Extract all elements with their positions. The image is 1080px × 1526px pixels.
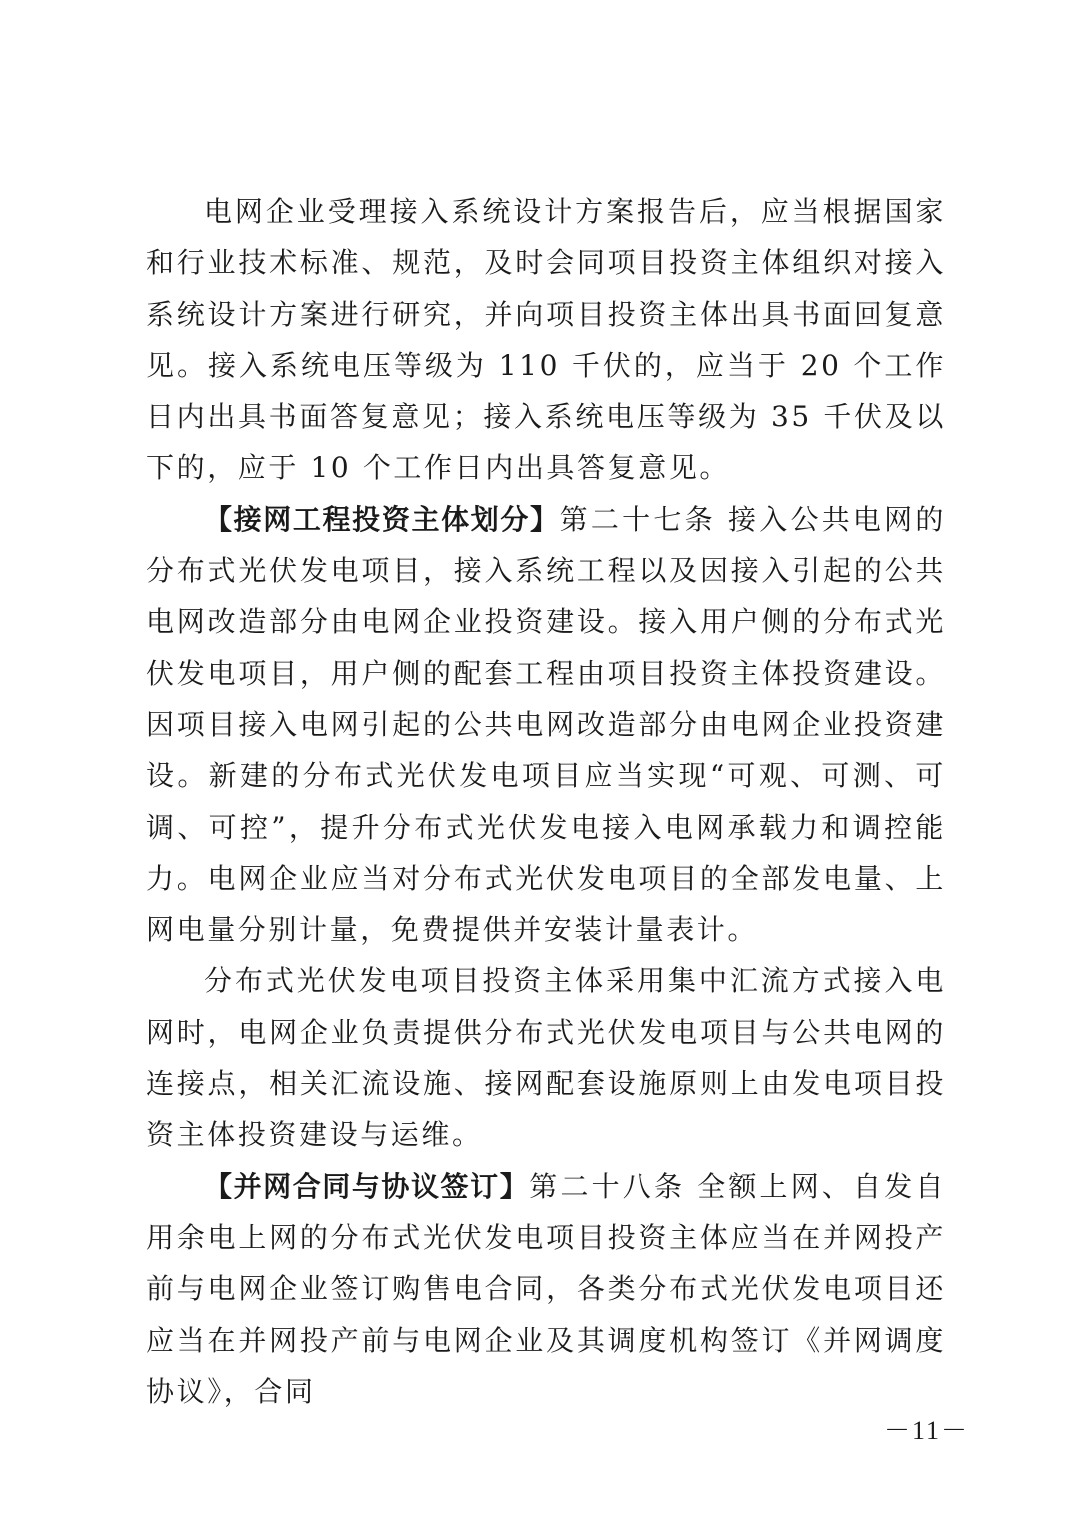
paragraph-text: 电网企业受理接入系统设计方案报告后，应当根据国家和行业技术标准、规范，及时会同项目投资主体组织对接入系统设计方案进行研究，并向项目投资主体出具书面回复意见。接入系统电压等级为 110 千伏的，应当于 20 个工作日内出具书面答复意见；接入系统电压等级为 35 千伏及以下的，应于 10 个工作日内出具答复意见。 (146, 195, 946, 485)
page-number: －11－ (884, 1416, 970, 1445)
paragraph-article-28 (146, 1161, 946, 1417)
paragraph-text: 分布式光伏发电项目投资主体采用集中汇流方式接入电网时，电网企业负责提供分布式光伏发电项目与公共电网的连接点，相关汇流设施、接网配套设施原则上由发电项目投资主体投资建设与运维。 (146, 964, 946, 1152)
section-heading-grid-contract: 【并网合同与协议签订】 (204, 1169, 530, 1203)
section-heading-grid-investment: 【接网工程投资主体划分】 (204, 502, 560, 536)
body-text (146, 186, 946, 1417)
paragraph-text: 第二十八条 全额上网、自发自用余电上网的分布式光伏发电项目投资主体应当在并网投产前与电网企业签订购售电合同，各类分布式光伏发电项目还应当在并网投产前与电网企业及其调度机构签订《并网调度协议》，合同 (146, 1169, 946, 1408)
paragraph-text: 第二十七条 接入公共电网的分布式光伏发电项目，接入系统工程以及因接入引起的公共电网改造部分由电网企业投资建设。接入用户侧的分布式光伏发电项目，用户侧的配套工程由项目投资主体投资建设。因项目接入电网引起的公共电网改造部分由电网企业投资建设。新建的分布式光伏发电项目应当实现“可观、可测、可调、可控”，提升分布式光伏发电接入电网承载力和调控能力。电网企业应当对分布式光伏发电项目的全部发电量、上网电量分别计量，免费提供并安装计量表计。 (146, 502, 946, 947)
paragraph-design-review (146, 186, 946, 494)
paragraph-article-27 (146, 494, 946, 956)
paragraph-aggregation (146, 955, 946, 1160)
